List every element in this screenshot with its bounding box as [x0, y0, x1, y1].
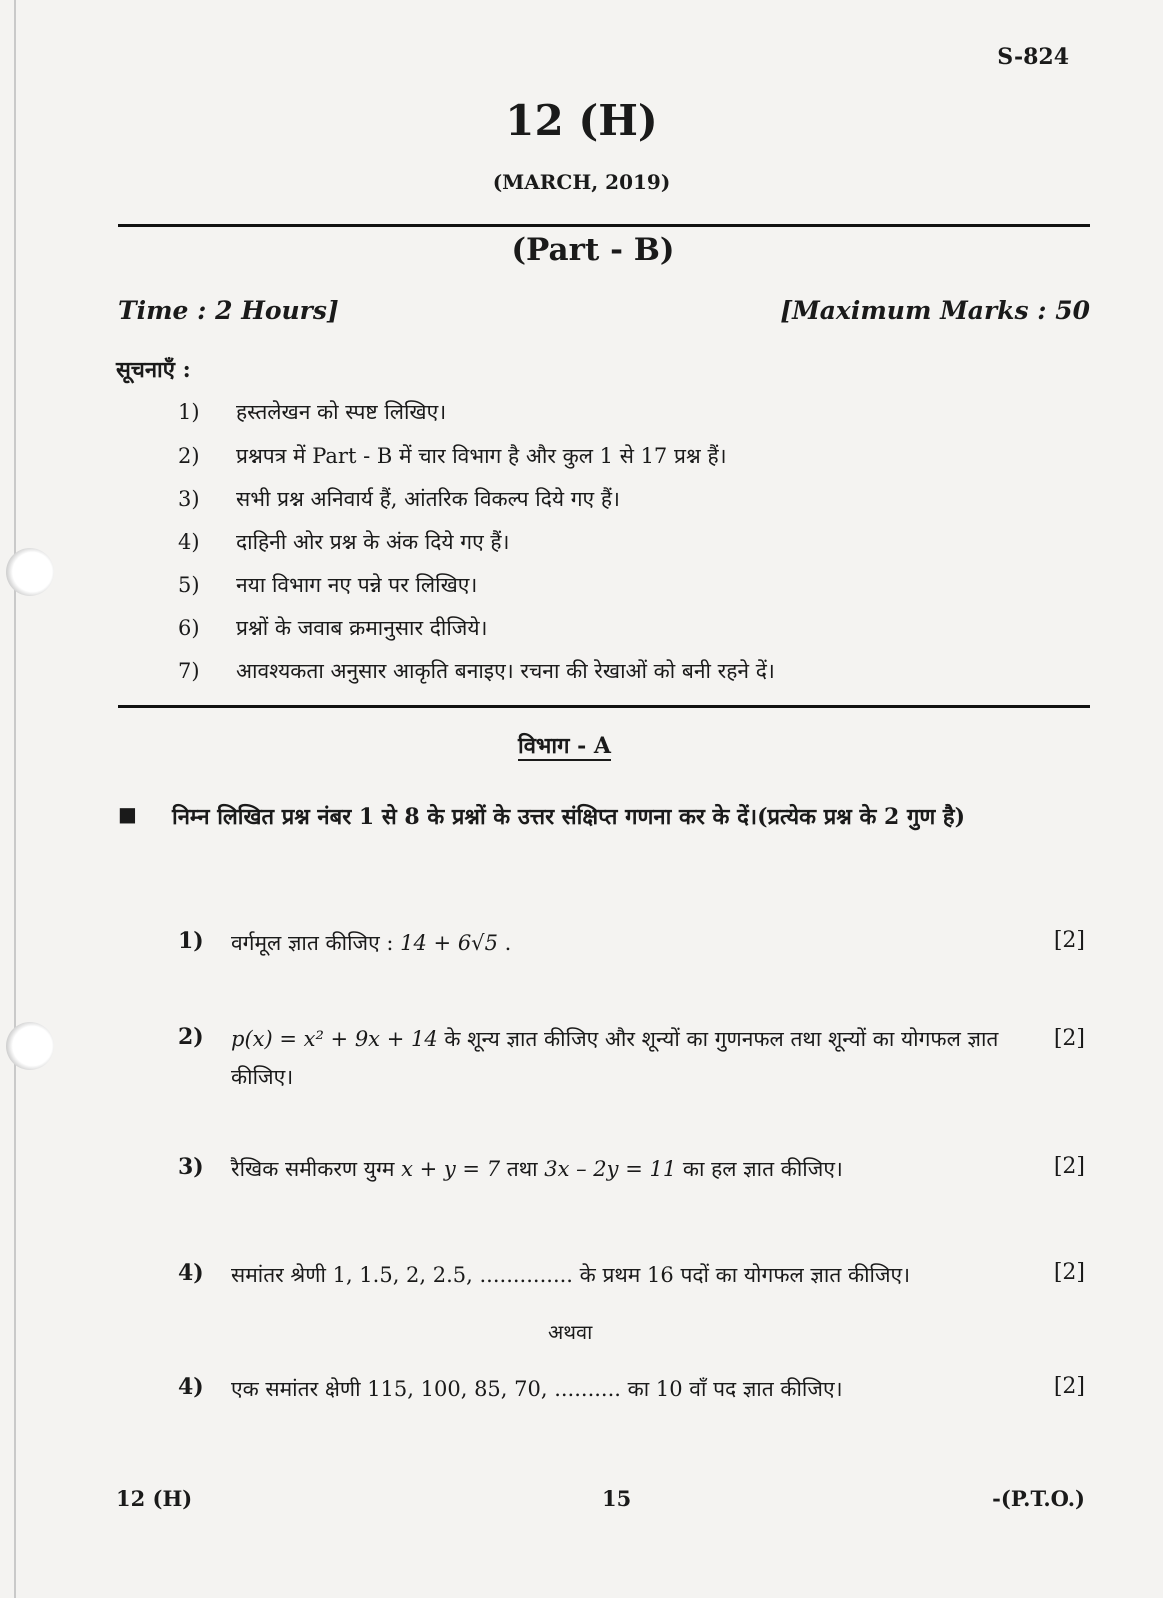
question-number: 2) [178, 1024, 204, 1050]
question-number: 1) [178, 928, 204, 954]
question-text-pre: रैखिक समीकरण युग्म [231, 1157, 402, 1181]
paper-code: S-824 [997, 44, 1069, 70]
question-number: 4) [178, 1260, 204, 1286]
question-number: 3) [178, 1154, 204, 1180]
paper-title: 12 (H) [505, 96, 658, 145]
instructions-divider [118, 705, 1090, 708]
instructions-heading: सूचनाएँ : [116, 357, 191, 383]
question-text: एक समांतर क्षेणी 115, 100, 85, 70, .......... का 10 वाँ पद ज्ञात कीजिए। [231, 1377, 843, 1401]
question-marks: [2] [1053, 1154, 1085, 1179]
instruction-text: दाहिनी ओर प्रश्न के अंक दिये गए हैं। [236, 530, 510, 554]
question-marks: [2] [1053, 1260, 1085, 1285]
pto-label: -(P.T.O.) [992, 1486, 1085, 1511]
bullet-icon: ■ [118, 802, 137, 826]
instruction-number: 5) [178, 573, 200, 597]
punch-hole-icon [6, 1022, 54, 1070]
punch-hole-icon [6, 548, 54, 596]
part-title: (Part - B) [511, 232, 675, 268]
question-text-pre: वर्गमूल ज्ञात कीजिए : [231, 931, 401, 955]
question-text-post: का हल ज्ञात कीजिए। [676, 1157, 843, 1181]
instruction-number: 7) [178, 659, 200, 683]
instruction-number: 4) [178, 530, 200, 554]
footer-paper-code: 12 (H) [116, 1486, 193, 1511]
instruction-text: प्रश्नों के जवाब क्रमानुसार दीजिये। [236, 616, 488, 640]
instruction-text: आवश्यकता अनुसार आकृति बनाइए। रचना की रेखाओं को बनी रहने दें। [236, 659, 775, 683]
or-separator: अथवा [548, 1320, 593, 1344]
question-text-post: . [497, 931, 512, 955]
question-math: 3x – 2y = 11 [544, 1157, 677, 1181]
question-text [231, 1020, 1031, 1096]
question-math: x + y = 7 [401, 1157, 501, 1181]
section-title: विभाग - A [518, 733, 611, 759]
instruction-number: 3) [178, 487, 200, 511]
section-directive: निम्न लिखित प्रश्न नंबर 1 से 8 के प्रश्नों के उत्तर संक्षिप्त गणना कर के दें।(प्रत्येक प्रश्न के 2 गुण है) [172, 804, 966, 830]
instruction-number: 1) [178, 400, 200, 424]
instruction-text: नया विभाग नए पन्ने पर लिखिए। [236, 573, 478, 597]
time-allowed: Time : 2 Hours] [118, 296, 339, 325]
question-marks: [2] [1053, 1026, 1085, 1051]
instruction-text: हस्तलेखन को स्पष्ट लिखिए। [236, 400, 447, 424]
question-text [231, 924, 1031, 962]
question-marks: [2] [1053, 1374, 1085, 1399]
question-number: 4) [178, 1374, 204, 1400]
maximum-marks: [Maximum Marks : 50 [780, 296, 1090, 325]
instruction-text: सभी प्रश्न अनिवार्य हैं, आंतरिक विकल्प दिये गए हैं। [236, 487, 620, 511]
question-text-mid: तथा [500, 1157, 545, 1181]
exam-date: (MARCH, 2019) [492, 170, 671, 194]
question-text: समांतर श्रेणी 1, 1.5, 2, 2.5, .............. के प्रथम 16 पदों का योगफल ज्ञात कीजिए। [231, 1263, 911, 1287]
page-number: 15 [602, 1486, 632, 1511]
question-text-post: के शून्य ज्ञात कीजिए और शून्यों का गुणनफल तथा शून्यों का योगफल ज्ञात कीजिए। [231, 1027, 999, 1089]
question-math: 14 + 6√5 [400, 931, 498, 955]
header-divider [118, 224, 1090, 227]
instruction-number: 6) [178, 616, 200, 640]
question-math: p(x) = x² + 9x + 14 [231, 1027, 438, 1051]
instruction-number: 2) [178, 444, 200, 468]
question-marks: [2] [1053, 928, 1085, 953]
instruction-text: प्रश्नपत्र में Part - B में चार विभाग है और कुल 1 से 17 प्रश्न हैं। [236, 444, 727, 468]
question-text [231, 1150, 1031, 1188]
